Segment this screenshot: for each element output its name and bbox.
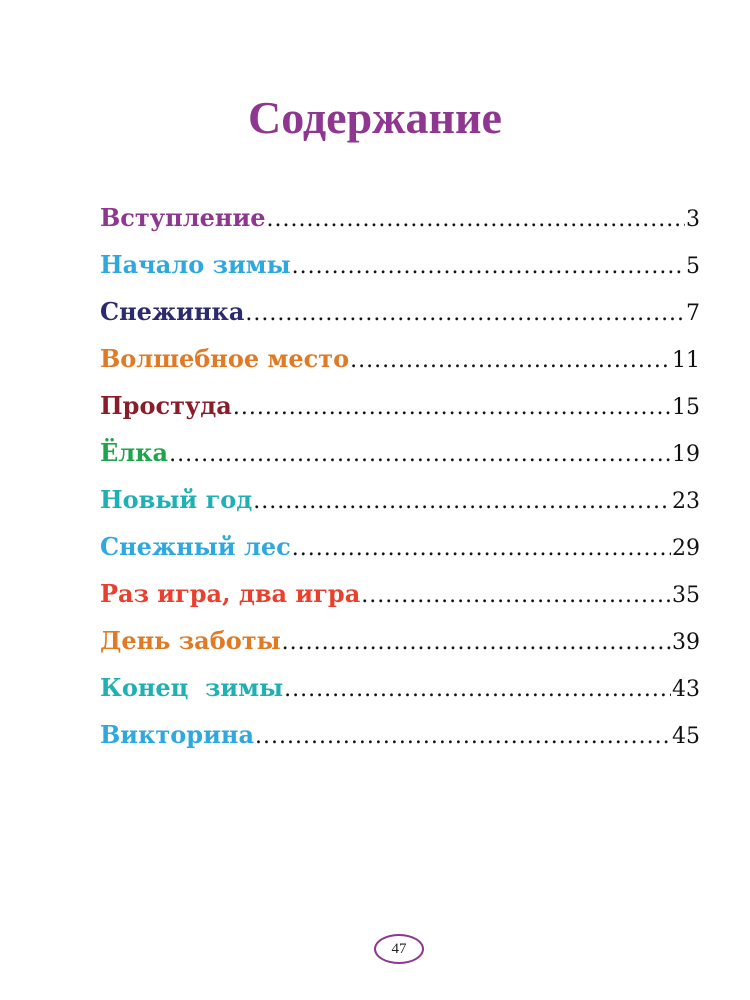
toc-entry[interactable] bbox=[100, 669, 700, 716]
toc-entry-page: 15 bbox=[672, 395, 700, 420]
toc-entry-title: Снежинка bbox=[100, 297, 245, 326]
dot-leader bbox=[245, 295, 685, 333]
toc-entry-page: 5 bbox=[686, 254, 700, 279]
toc-entry[interactable] bbox=[100, 387, 700, 434]
toc-entry-page: 23 bbox=[672, 489, 700, 514]
toc-entry[interactable] bbox=[100, 575, 700, 622]
toc-entry-title: Ёлка bbox=[100, 438, 169, 467]
toc-entry-title: Простуда bbox=[100, 391, 232, 420]
dot-leader bbox=[233, 389, 671, 427]
toc-entry-title: Новый год bbox=[100, 485, 253, 514]
toc-entry-page: 3 bbox=[686, 207, 700, 232]
page-number-badge: 47 bbox=[374, 934, 424, 964]
toc-entry-title: Волшебное место bbox=[100, 344, 350, 373]
toc-entry-title: День заботы bbox=[100, 626, 281, 655]
dot-leader bbox=[253, 483, 671, 521]
toc-entry-page: 43 bbox=[672, 677, 700, 702]
dot-leader bbox=[350, 342, 671, 380]
toc-entry[interactable] bbox=[100, 528, 700, 575]
dot-leader bbox=[267, 201, 685, 239]
dot-leader bbox=[292, 248, 685, 286]
toc-entry[interactable] bbox=[100, 716, 700, 763]
dot-leader bbox=[169, 436, 671, 474]
toc-entry-page: 35 bbox=[672, 583, 700, 608]
toc-entry-title: Конец зимы bbox=[100, 673, 284, 702]
toc-entry[interactable] bbox=[100, 340, 700, 387]
page-title: Содержание bbox=[248, 92, 502, 143]
toc-entry[interactable] bbox=[100, 622, 700, 669]
dot-leader bbox=[284, 671, 671, 709]
toc-entry-page: 45 bbox=[672, 724, 700, 749]
toc-entry[interactable] bbox=[100, 481, 700, 528]
toc-entry-page: 29 bbox=[672, 536, 700, 561]
dot-leader bbox=[282, 624, 671, 662]
toc-entry-title: Раз игра, два игра bbox=[100, 579, 361, 608]
toc-entry-page: 19 bbox=[672, 442, 700, 467]
dot-leader bbox=[292, 530, 671, 568]
toc-entry-title: Вступление bbox=[100, 203, 266, 232]
toc-entry-page: 39 bbox=[672, 630, 700, 655]
toc-entry-title: Снежный лес bbox=[100, 532, 291, 561]
table-of-contents bbox=[100, 199, 700, 763]
dot-leader bbox=[255, 718, 671, 756]
toc-entry-title: Начало зимы bbox=[100, 250, 291, 279]
toc-entry[interactable] bbox=[100, 246, 700, 293]
toc-entry-page: 11 bbox=[672, 348, 700, 373]
toc-entry[interactable] bbox=[100, 199, 700, 246]
toc-entry-page: 7 bbox=[686, 301, 700, 326]
toc-entry[interactable] bbox=[100, 293, 700, 340]
dot-leader bbox=[361, 577, 671, 615]
toc-entry-title: Викторина bbox=[100, 720, 254, 749]
toc-entry[interactable] bbox=[100, 434, 700, 481]
